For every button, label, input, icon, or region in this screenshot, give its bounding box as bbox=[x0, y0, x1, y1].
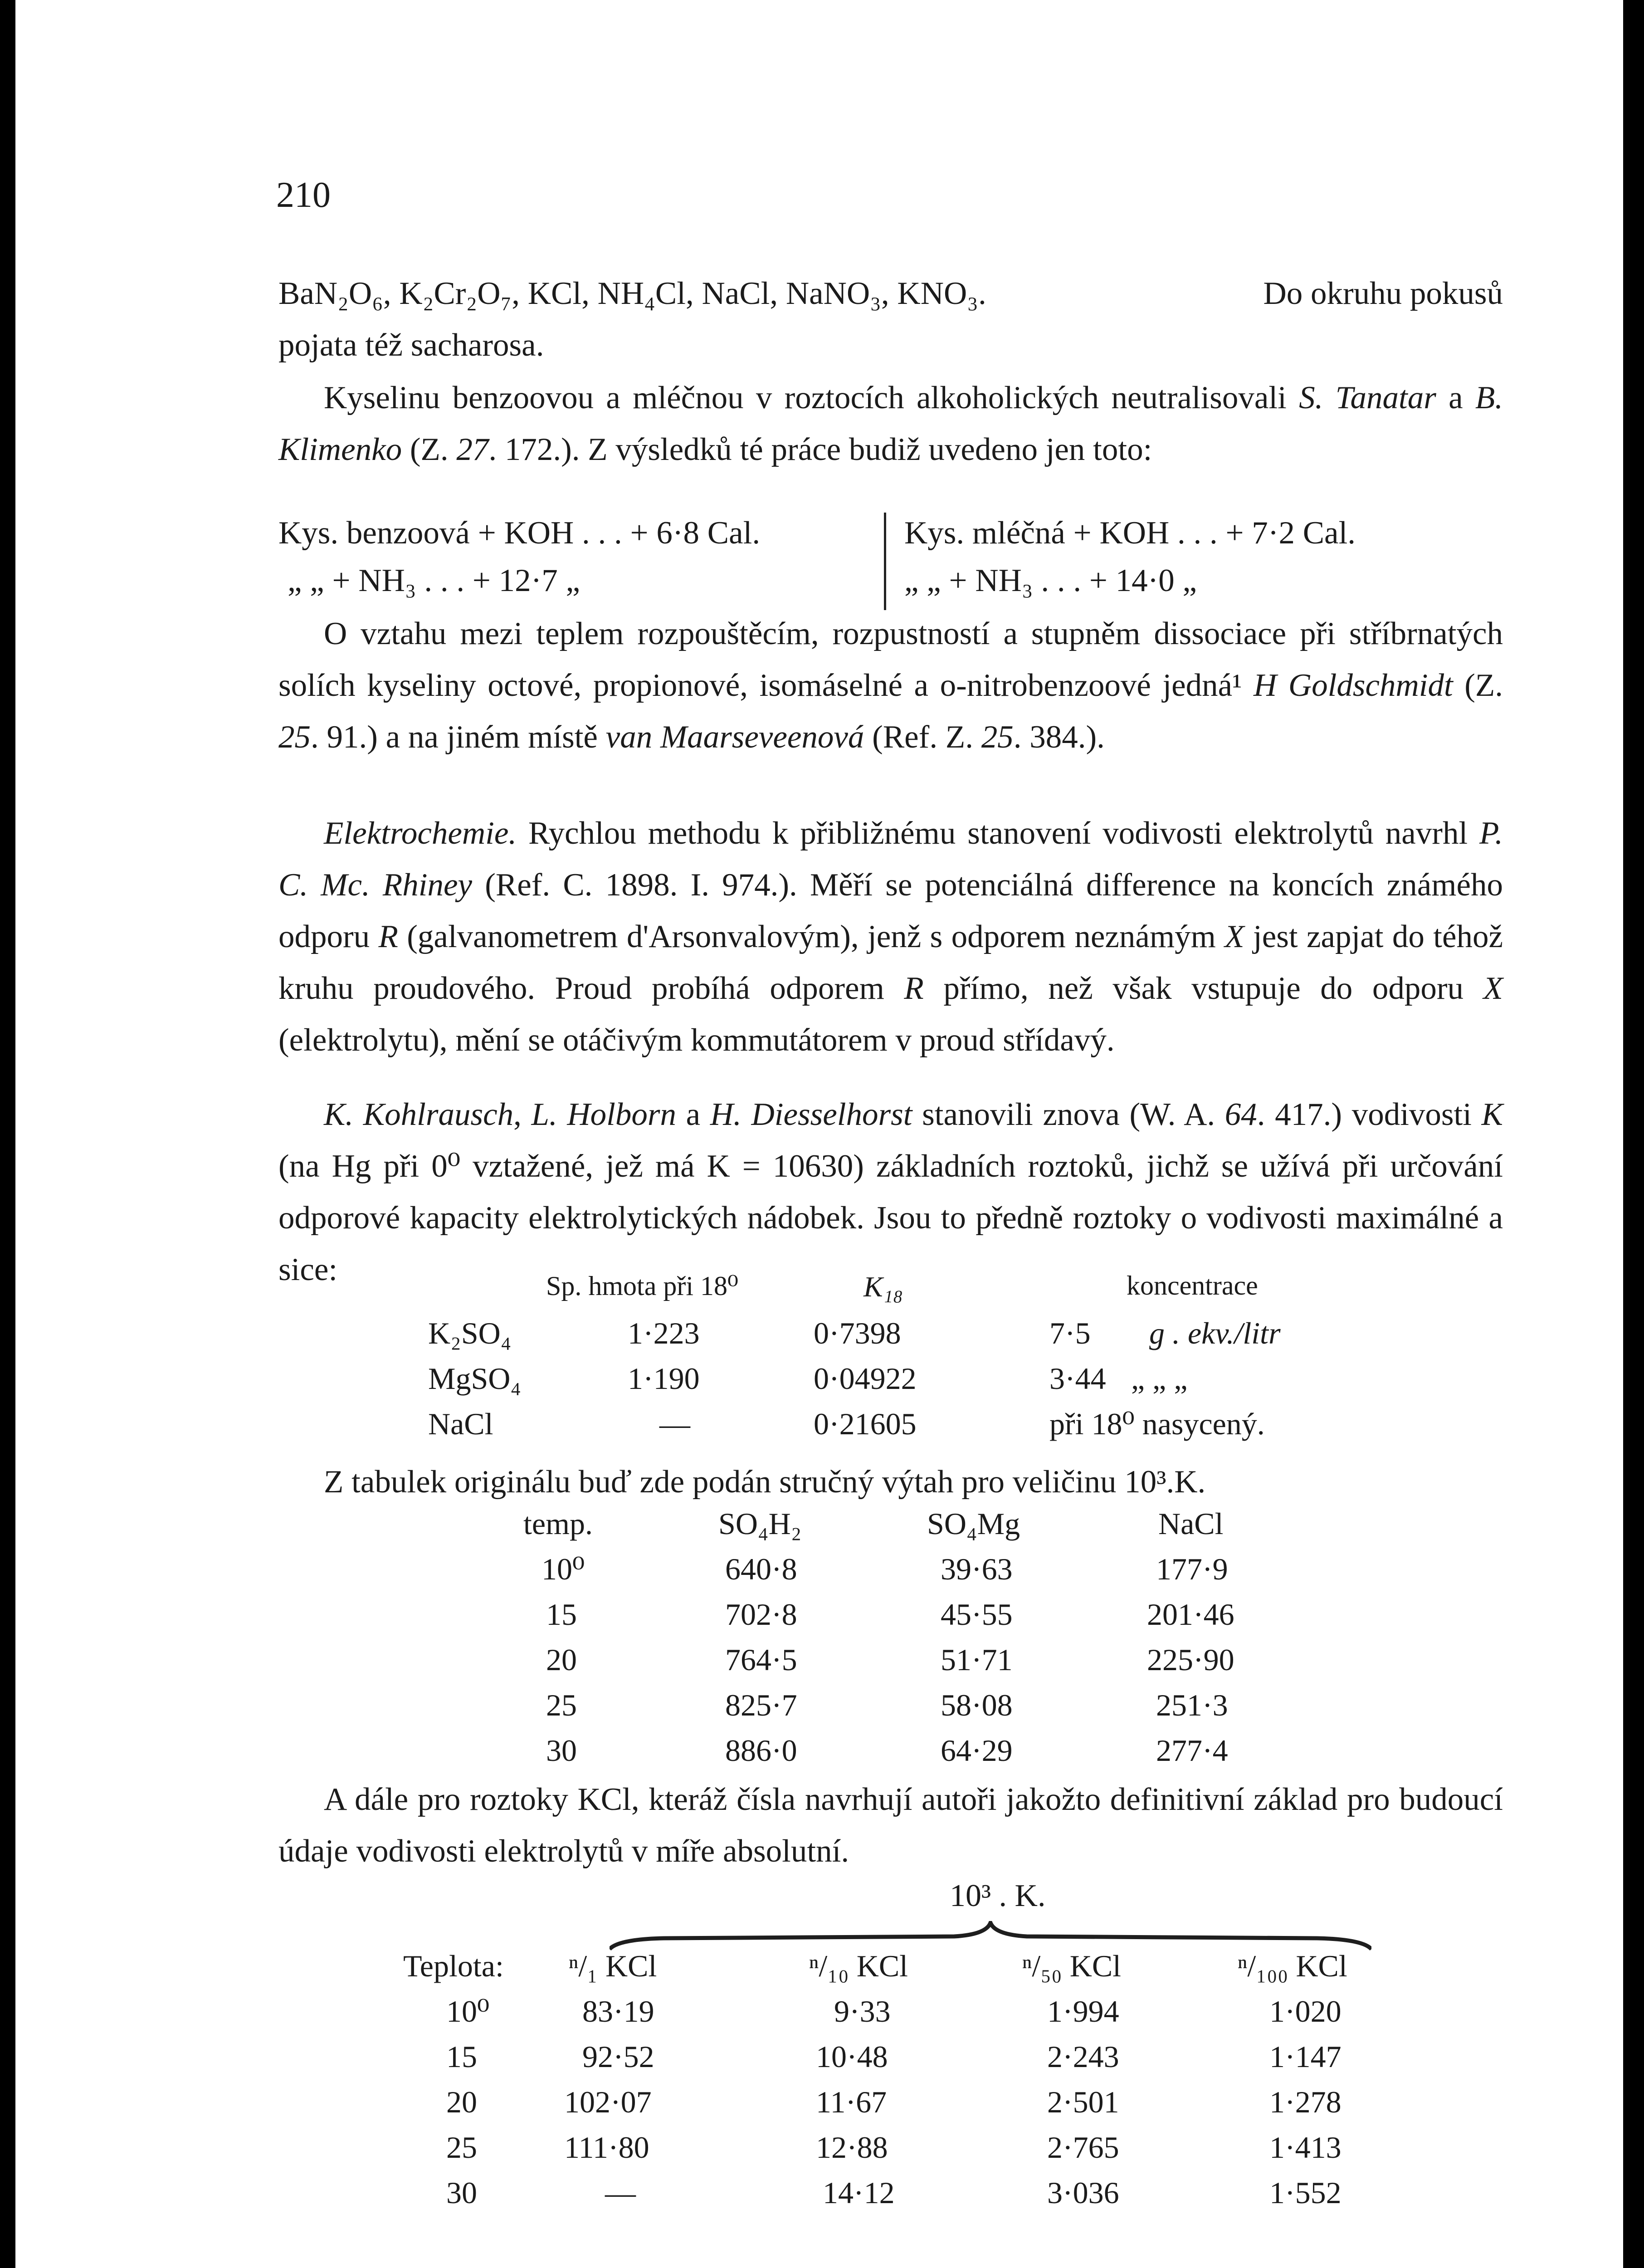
heat-paragraph bbox=[278, 608, 1503, 763]
table2-cell: 764·5 bbox=[725, 1642, 797, 1677]
table1-row-sp: — bbox=[659, 1407, 690, 1441]
table2-cell: 25 bbox=[546, 1688, 577, 1722]
table3-cell: 10⁰ bbox=[446, 1994, 490, 2028]
book-page bbox=[15, 0, 1623, 2268]
table3-cell: 92·52 bbox=[582, 2039, 654, 2074]
table1-row-k: 0·04922 bbox=[814, 1361, 917, 1396]
table1-row-name: K₂SO₄ bbox=[428, 1316, 512, 1350]
table2-cell: 10⁰ bbox=[541, 1552, 585, 1586]
table2-cell: 277·4 bbox=[1156, 1733, 1228, 1768]
table3-cell: 25 bbox=[446, 2130, 477, 2165]
symbol-x-2: X bbox=[1483, 971, 1503, 1006]
elektro-text-2: (Ref. C. 1898. I. 974.). Měří se potenciálná difference na koncích známého odporu bbox=[278, 867, 1503, 954]
elektro-text-3: (galvanometrem d'Arsonvalovým), jenž s odporem neznámým bbox=[398, 919, 1225, 954]
table1-header-conc: koncentrace bbox=[1127, 1271, 1258, 1300]
heat-benzoic-nh3: „ „ + NH₃ . . . + 12·7 „ bbox=[288, 563, 581, 598]
table2-intro-text: Z tabulek originálu buď zde podán stručný výtah pro veličinu 10³.K. bbox=[324, 1464, 1206, 1500]
table2-header: SO₄H₂ bbox=[718, 1506, 802, 1541]
kohl-text-2: a bbox=[676, 1097, 710, 1132]
elektro-text-4: jest zapjat do téhož kruhu proudového. Proud probíhá odporem bbox=[278, 919, 1503, 1006]
table3-cell: 20 bbox=[446, 2085, 477, 2119]
acids-text-4: . 172.). Z výsledků té práce budiž uvedeno jen toto: bbox=[488, 432, 1152, 467]
table1-row-conc: 7·5 bbox=[1049, 1316, 1091, 1350]
acids-volume: 27 bbox=[456, 432, 489, 467]
table-conductivity-temp bbox=[278, 1506, 1503, 1778]
table-row bbox=[278, 2130, 1503, 2175]
table2-cell: 39·63 bbox=[941, 1552, 1013, 1586]
page-number: 210 bbox=[276, 175, 331, 215]
table2-cell: 177·9 bbox=[1156, 1552, 1228, 1586]
table2-cell: 30 bbox=[546, 1733, 577, 1768]
table2-cell: 15 bbox=[546, 1597, 577, 1632]
author-goldschmidt: H Goldschmidt bbox=[1254, 668, 1453, 703]
table3-header: ⁿ/₅₀ KCl bbox=[1022, 1949, 1122, 1983]
table3-cell: 10·48 bbox=[816, 2039, 888, 2074]
table1-row-k: 0·7398 bbox=[814, 1316, 901, 1350]
table-standard-solutions bbox=[278, 1270, 1503, 1452]
intro-line-2: pojata též sacharosa. bbox=[278, 327, 544, 363]
kohl-text-5: (na Hg při 0⁰ vztažené, jež má K = 10630) základních roztoků, jichž se užívá při určování odporové kapacity elektrolytických nádobek. Jsou to předně roztoky o vodivosti maximálné a sice: bbox=[278, 1149, 1503, 1287]
table1-row-unit: g . ekv./litr bbox=[1149, 1316, 1281, 1350]
table3-cell: 2·765 bbox=[1047, 2130, 1119, 2165]
table3-cell: 83·19 bbox=[582, 1994, 654, 2028]
table3-cell: 1·147 bbox=[1269, 2039, 1342, 2074]
symbol-x-1: X bbox=[1224, 919, 1244, 954]
kohl-volume: 64 bbox=[1224, 1097, 1257, 1132]
table3-cell: 1·994 bbox=[1047, 1994, 1119, 2028]
table3-cell: 30 bbox=[446, 2175, 477, 2210]
kohl-text-1: , bbox=[513, 1097, 532, 1132]
kohlrausch-paragraph bbox=[278, 1089, 1503, 1295]
table3-cell: 11·67 bbox=[816, 2085, 887, 2119]
symbol-r-2: R bbox=[904, 971, 924, 1006]
heat-lactic-nh3: „ „ + NH₃ . . . + 14·0 „ bbox=[904, 563, 1197, 598]
table-row bbox=[278, 1687, 1503, 1733]
table1-header-k18: K₁₈ bbox=[863, 1271, 903, 1303]
table3-cell: 1·552 bbox=[1269, 2175, 1342, 2210]
symbol-k: K bbox=[1481, 1097, 1503, 1132]
author-tanatar: S. Tanatar bbox=[1299, 380, 1436, 415]
table-row bbox=[278, 1733, 1503, 1778]
table3-cell: 111·80 bbox=[564, 2130, 649, 2165]
table-row bbox=[278, 1642, 1503, 1687]
intro-paragraph bbox=[278, 268, 1503, 371]
table-row bbox=[278, 2039, 1503, 2084]
heat-lactic-koh: Kys. mléčná + KOH . . . + 7·2 Cal. bbox=[904, 515, 1356, 551]
table1-row-sp: 1·190 bbox=[628, 1361, 700, 1396]
acids-paragraph bbox=[278, 372, 1503, 475]
table-row bbox=[278, 1597, 1503, 1642]
table1-row-sp: 1·223 bbox=[628, 1316, 700, 1350]
heat-text-2: (Z. bbox=[1453, 668, 1503, 703]
heat-text-1: O vztahu mezi teplem rozpouštěcím, rozpustností a stupněm dissociace při stříbrnatých solích kyseliny octové, propionové, isomáselné a o-nitrobenzoové jedná¹ bbox=[278, 616, 1503, 703]
table3-cell: 2·243 bbox=[1047, 2039, 1119, 2074]
kcl-paragraph bbox=[278, 1774, 1503, 1877]
author-mcrhiney: P. C. Mc. Rhiney bbox=[278, 816, 1503, 903]
table3-cell: 1·278 bbox=[1269, 2085, 1342, 2119]
salts-list: BaN₂O₆, K₂Cr₂O₇, KCl, NH₄Cl, NaCl, NaNO₃, KNO₃. bbox=[278, 276, 986, 311]
table2-cell: 225·90 bbox=[1147, 1642, 1234, 1677]
table1-row-conc: 3·44 bbox=[1049, 1361, 1106, 1396]
table1-header-sp: Sp. hmota při 18⁰ bbox=[546, 1271, 739, 1301]
heat-volume-1: 25 bbox=[278, 719, 311, 755]
elektro-text-6: (elektrolytu), mění se otáčivým kommutátorem v proud střídavý. bbox=[278, 1022, 1115, 1058]
table1-row-unit: „ „ „ bbox=[1131, 1361, 1188, 1396]
table1-row-k: 0·21605 bbox=[814, 1407, 917, 1441]
heat-text-5: . 384.). bbox=[1013, 719, 1105, 755]
heat-text-4: (Ref. Z. bbox=[864, 719, 981, 755]
table2-cell: 64·29 bbox=[941, 1733, 1013, 1768]
table-row bbox=[278, 2175, 1503, 2220]
table3-cell: 3·036 bbox=[1047, 2175, 1119, 2210]
table2-cell: 45·55 bbox=[941, 1597, 1013, 1632]
elektro-text-5: přímo, než však vstupuje do odporu bbox=[923, 971, 1483, 1006]
table3-header: ⁿ/₁₀ KCl bbox=[809, 1949, 908, 1983]
table1-row-name: NaCl bbox=[428, 1407, 493, 1441]
table2-cell: 886·0 bbox=[725, 1733, 797, 1768]
heat-benzoic-koh: Kys. benzoová + KOH . . . + 6·8 Cal. bbox=[278, 515, 761, 551]
author-diesselhorst: H. Diesselhorst bbox=[710, 1097, 912, 1132]
table2-cell: 51·71 bbox=[941, 1642, 1013, 1677]
heat-volume-2: 25 bbox=[981, 719, 1014, 755]
table2-cell: 58·08 bbox=[941, 1688, 1013, 1722]
table3-cell: 1·020 bbox=[1269, 1994, 1342, 2028]
table1-row-name: MgSO₄ bbox=[428, 1361, 522, 1396]
table3-cell: 2·501 bbox=[1047, 2085, 1119, 2119]
kcl-text: A dále pro roztoky KCl, kteráž čísla navrhují autoři jakožto definitivní základ pro budoucí údaje vodivosti elektrolytů v míře absolutní. bbox=[278, 1782, 1503, 1869]
table2-cell: 251·3 bbox=[1156, 1688, 1228, 1722]
table1-row-conc: při 18⁰ nasycený. bbox=[1049, 1407, 1265, 1441]
symbol-r-1: R bbox=[378, 919, 398, 954]
table3-header: Teplota: bbox=[403, 1949, 504, 1983]
acids-text-2: a bbox=[1436, 380, 1475, 415]
table2-header: NaCl bbox=[1158, 1506, 1224, 1541]
table3-cell: 1·413 bbox=[1269, 2130, 1342, 2165]
table2-cell: 825·7 bbox=[725, 1688, 797, 1722]
author-holborn: L. Holborn bbox=[531, 1097, 677, 1132]
table3-cell: 9·33 bbox=[834, 1994, 891, 2028]
table-row bbox=[278, 1994, 1503, 2039]
table-row bbox=[278, 2084, 1503, 2130]
table3-cell: 102·07 bbox=[564, 2085, 652, 2119]
table2-header: temp. bbox=[523, 1506, 593, 1541]
table2-cell: 201·46 bbox=[1147, 1597, 1234, 1632]
column-divider bbox=[884, 513, 886, 610]
table3-cell: 12·88 bbox=[816, 2130, 888, 2165]
elektro-text-1: Rychlou methodu k přibližnému stanovení vodivosti elektrolytů navrhl bbox=[517, 816, 1480, 851]
author-maarseveen: van Maarseveenová bbox=[605, 719, 864, 755]
table2-cell: 702·8 bbox=[725, 1597, 797, 1632]
table3-header: ⁿ/₁ KCl bbox=[569, 1949, 657, 1983]
section-heading: Elektrochemie. bbox=[324, 816, 517, 851]
table3-cell: 14·12 bbox=[823, 2175, 895, 2210]
table2-header: SO₄Mg bbox=[927, 1506, 1020, 1541]
acids-text-3: (Z. bbox=[402, 432, 457, 467]
author-kohlrausch: K. Kohlrausch bbox=[324, 1097, 514, 1132]
kohl-text-3: stanovili znova (W. A. bbox=[912, 1097, 1225, 1132]
acids-text-1: Kyselinu benzoovou a mléčnou v roztocích alkoholických neutralisovali bbox=[324, 380, 1287, 415]
table2-cell: 640·8 bbox=[725, 1552, 797, 1586]
author-klimenko: B. Klimenko bbox=[278, 380, 1503, 467]
table2-intro bbox=[278, 1456, 1503, 1508]
table3-cell: 15 bbox=[446, 2039, 477, 2074]
kohl-text-4: . 417.) vodivosti bbox=[1257, 1097, 1482, 1132]
elektrochemie-paragraph bbox=[278, 807, 1503, 1066]
table3-header: ⁿ/₁₀₀ KCl bbox=[1238, 1949, 1347, 1983]
salts-tail: Do okruhu pokusů bbox=[1263, 276, 1503, 311]
table3-title: 10³ . K. bbox=[950, 1878, 1046, 1913]
table2-cell: 20 bbox=[546, 1642, 577, 1677]
heat-text-3: . 91.) a na jiném místě bbox=[311, 719, 606, 755]
table3-cell: — bbox=[605, 2175, 636, 2210]
table-kcl bbox=[278, 1948, 1503, 2225]
table-row bbox=[278, 1551, 1503, 1597]
